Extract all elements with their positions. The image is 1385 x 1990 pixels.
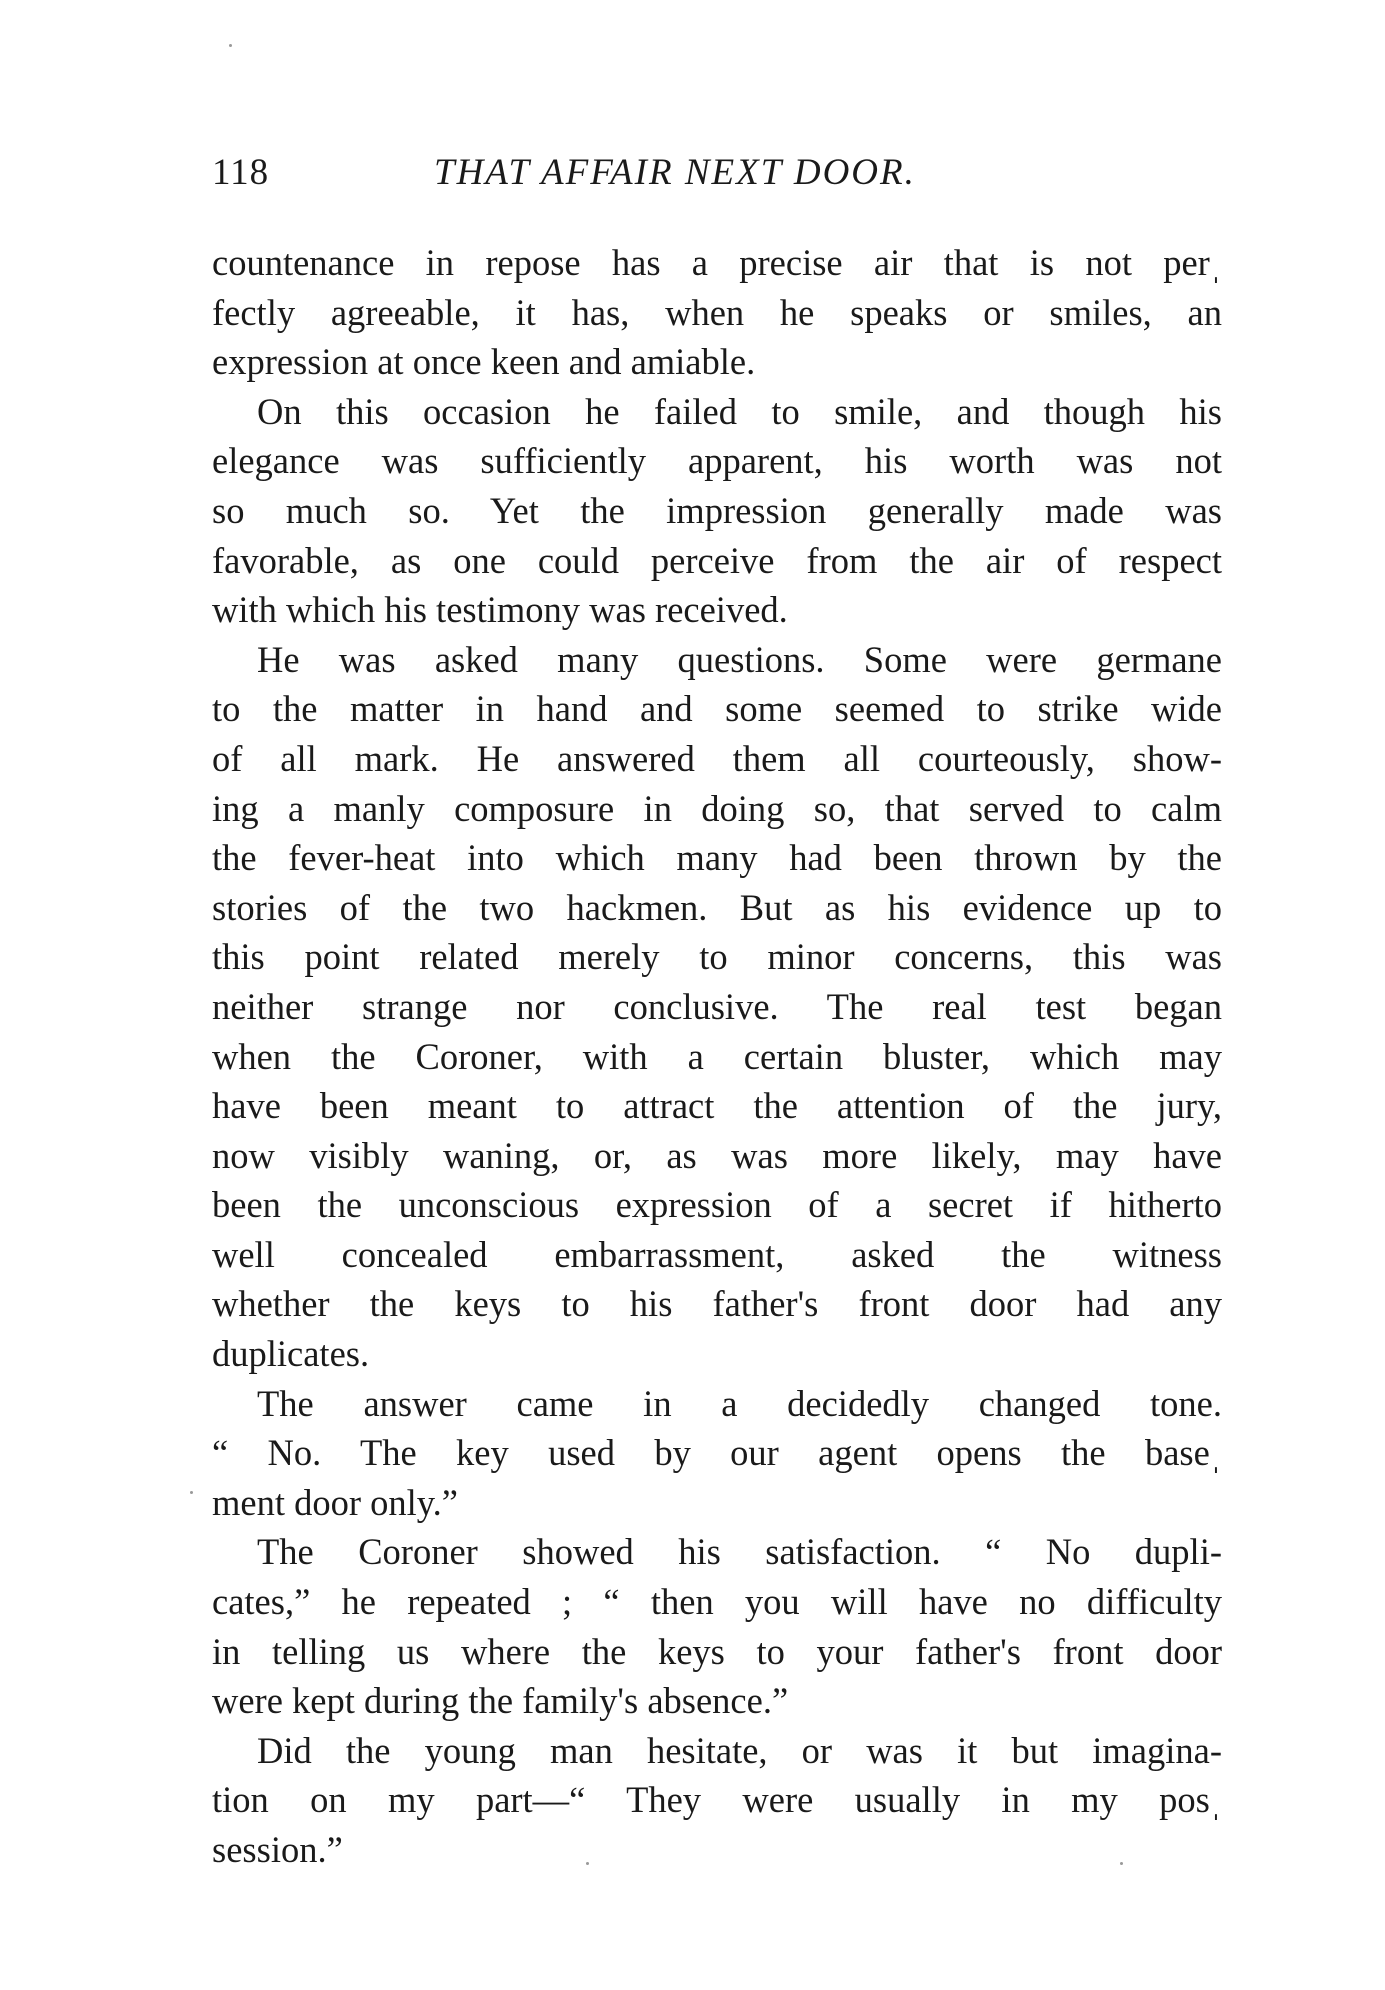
text-line: to the matter in hand and some seemed to strike wide (212, 688, 1222, 730)
paragraph (212, 1379, 1222, 1528)
text-line: He was asked many questions. Some were germane (257, 638, 1222, 680)
text-line: been the unconscious expression of a secret if hitherto (212, 1184, 1222, 1226)
text-line: so much so. Yet the impression generally made was (212, 489, 1222, 531)
scan-speck (1120, 1862, 1123, 1865)
scan-speck (229, 44, 232, 47)
text-line: neither strange nor conclusive. The real test began (212, 985, 1222, 1027)
text-line: well concealed embarrassment, asked the witness (212, 1233, 1222, 1275)
text-line: when the Coroner, with a certain bluster, which may (212, 1035, 1222, 1077)
text-line: Did the young man hesitate, or was it but imagina- (257, 1729, 1222, 1771)
text-line: with which his testimony was received. (212, 589, 788, 631)
text-line: stories of the two hackmen. But as his evidence up to (212, 886, 1222, 928)
text-line: session.” (212, 1829, 343, 1870)
text-line: have been meant to attract the attention of the jury, (212, 1085, 1222, 1127)
text-line: The Coroner showed his satisfaction. “ No dupli- (257, 1531, 1222, 1573)
text-line: On this occasion he failed to smile, and though his (257, 390, 1222, 432)
text-line: The answer came in a decidedly changed tone. (257, 1382, 1222, 1424)
text-line: ing a manly composure in doing so, that served to calm (212, 787, 1222, 829)
text-line: whether the keys to his father's front door had any (212, 1283, 1222, 1325)
paragraph (212, 1527, 1222, 1725)
text-line: now visibly waning, or, as was more likely, may have (212, 1134, 1222, 1176)
text-line: countenance in repose has a precise air that is not perˌ (212, 242, 1222, 283)
text-line: the fever-heat into which many had been thrown by the (212, 837, 1222, 879)
page-number: 118 (212, 152, 270, 193)
text-line: this point related merely to minor concerns, this was (212, 936, 1222, 978)
text-line: favorable, as one could perceive from the air of respect (212, 539, 1222, 581)
text-line: in telling us where the keys to your father's front door (212, 1630, 1222, 1672)
paragraph (212, 1726, 1222, 1875)
text-line: cates,” he repeated ; “ then you will have no difficulty (212, 1581, 1222, 1623)
running-title: THAT AFFAIR NEXT DOOR. (434, 152, 916, 193)
scan-speck (190, 1491, 193, 1494)
text-line: “ No. The key used by our agent opens the baseˌ (212, 1432, 1222, 1474)
text-line: elegance was sufficiently apparent, his worth was not (212, 440, 1222, 482)
text-line: were kept during the family's absence.” (212, 1680, 789, 1722)
body-text (212, 238, 1222, 1875)
text-line: expression at once keen and amiable. (212, 341, 756, 383)
scan-speck (586, 1862, 589, 1865)
text-line: duplicates. (212, 1333, 370, 1375)
paragraph (212, 387, 1222, 635)
text-line: ment door only.” (212, 1481, 458, 1523)
paragraph (212, 635, 1222, 1379)
paragraph (212, 238, 1222, 387)
text-line: of all mark. He answered them all courteously, show- (212, 737, 1222, 779)
text-line: tion on my part—“ They were usually in my posˌ (212, 1779, 1222, 1821)
text-line: fectly agreeable, it has, when he speaks or smiles, an (212, 291, 1222, 333)
page-header (212, 148, 1212, 198)
